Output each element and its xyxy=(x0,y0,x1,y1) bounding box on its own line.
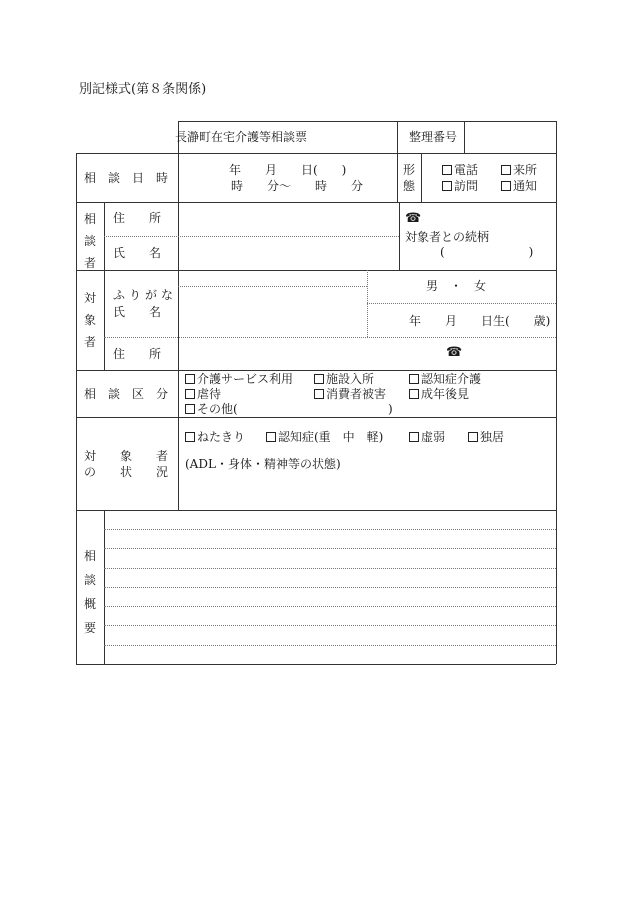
opt-homon-label: 訪問 xyxy=(454,179,479,193)
row-line xyxy=(76,370,556,371)
date-label: 相 談 日 時 xyxy=(84,171,169,185)
row-line xyxy=(76,510,556,511)
checkbox-icon[interactable] xyxy=(185,432,195,442)
cat-seinen-label: 成年後見 xyxy=(421,387,470,401)
cat-kaigo[interactable] xyxy=(185,372,293,386)
checkbox-icon[interactable] xyxy=(185,389,195,399)
cat-ninchi-label: 認知症介護 xyxy=(421,372,482,386)
keitai-label-2: 態 xyxy=(403,179,416,193)
frame-right xyxy=(556,121,557,664)
consulter-dotted xyxy=(104,236,399,237)
relation-paren: ( ) xyxy=(440,245,534,259)
cat-other-close: ) xyxy=(388,402,393,416)
cat-seinen[interactable] xyxy=(409,387,469,401)
row-line xyxy=(76,153,556,154)
keitai-label-1: 形 xyxy=(403,163,416,177)
summary-line xyxy=(104,587,556,588)
summary-line xyxy=(104,625,556,626)
consulter-address-label: 住 所 xyxy=(113,211,162,225)
birth-field: 年 月 日生( 歳) xyxy=(409,314,551,328)
summary-label xyxy=(83,544,97,640)
summary-line xyxy=(104,606,556,607)
st-ninchi[interactable] xyxy=(266,430,383,444)
label-col-line xyxy=(178,153,179,510)
subject-dotted xyxy=(104,337,556,338)
checkbox-icon[interactable] xyxy=(185,374,195,384)
checkbox-icon[interactable] xyxy=(266,432,276,442)
checkbox-icon[interactable] xyxy=(314,389,324,399)
checkbox-icon[interactable] xyxy=(442,165,452,175)
cat-ninchi[interactable] xyxy=(409,372,481,386)
row-line xyxy=(76,417,556,418)
date-divider xyxy=(397,153,398,202)
telephone-icon: ☎ xyxy=(446,345,463,360)
status-label-1: 対 象 者 xyxy=(84,449,169,463)
relation-divider xyxy=(399,202,400,270)
subject-label-char: 対 xyxy=(83,291,96,305)
checkbox-icon[interactable] xyxy=(409,389,419,399)
opt-denwa[interactable] xyxy=(442,163,478,177)
cat-shisetsu[interactable] xyxy=(314,372,374,386)
consulter-label xyxy=(83,208,97,274)
gender-field: 男 ・ 女 xyxy=(426,279,487,293)
adl-label: (ADL・身体・精神等の状態) xyxy=(185,457,341,471)
title-top-border xyxy=(178,121,556,122)
checkbox-icon[interactable] xyxy=(442,181,452,191)
telephone-icon: ☎ xyxy=(405,211,422,226)
checkbox-icon[interactable] xyxy=(409,374,419,384)
date-line2: 時 分～ 時 分 xyxy=(231,179,364,193)
consulter-label-char: 相 xyxy=(83,212,96,226)
st-kyojaku-label: 虚弱 xyxy=(421,430,446,444)
checkbox-icon[interactable] xyxy=(501,165,511,175)
frame-left xyxy=(76,153,77,664)
title-divider xyxy=(397,121,398,153)
subject-address-label: 住 所 xyxy=(113,347,162,361)
checkbox-icon[interactable] xyxy=(409,432,419,442)
cat-shohisha[interactable] xyxy=(314,387,386,401)
cat-gyakutai[interactable] xyxy=(185,387,221,401)
frame-bottom xyxy=(76,664,556,665)
status-label-2: の 状 況 xyxy=(84,465,169,479)
st-netakiri-label: ねたきり xyxy=(197,430,246,444)
checkbox-icon[interactable] xyxy=(468,432,478,442)
st-netakiri[interactable] xyxy=(185,430,245,444)
subject-name-label: 氏 名 xyxy=(113,305,162,319)
opt-homon[interactable] xyxy=(442,179,478,193)
st-ninchi-label: 認知症(重 中 軽) xyxy=(278,430,384,444)
summary-label-char: 概 xyxy=(83,597,96,611)
cat-other[interactable] xyxy=(185,402,238,416)
cat-other-label: その他( xyxy=(197,402,238,416)
consulter-label-char: 者 xyxy=(83,256,96,270)
opt-raisho-label: 来所 xyxy=(513,163,538,177)
category-label: 相 談 区 分 xyxy=(84,387,169,401)
cat-shisetsu-label: 施設入所 xyxy=(326,372,375,386)
opt-tsuchi-label: 通知 xyxy=(513,179,538,193)
gender-dotted xyxy=(367,303,556,304)
summary-label-char: 相 xyxy=(83,549,96,563)
consulter-label-char: 談 xyxy=(83,234,96,248)
subject-label-char: 者 xyxy=(83,335,96,349)
st-dokkyo[interactable] xyxy=(468,430,504,444)
summary-line xyxy=(104,548,556,549)
summary-line xyxy=(104,568,556,569)
st-kyojaku[interactable] xyxy=(409,430,445,444)
date-line1: 年 月 日( ) xyxy=(229,163,347,177)
opt-denwa-label: 電話 xyxy=(454,163,479,177)
checkbox-icon[interactable] xyxy=(185,404,195,414)
form-title: 長瀞町在宅介護等相談票 xyxy=(175,130,308,144)
seiri-label: 整理番号 xyxy=(409,130,458,144)
consulter-name-label: 氏 名 xyxy=(113,246,162,260)
checkbox-icon[interactable] xyxy=(314,374,324,384)
st-dokkyo-label: 独居 xyxy=(480,430,505,444)
opt-raisho[interactable] xyxy=(501,163,537,177)
cat-kaigo-label: 介護サービス利用 xyxy=(197,372,294,386)
row-line xyxy=(76,202,556,203)
row-line xyxy=(76,270,556,271)
cat-shohisha-label: 消費者被害 xyxy=(326,387,387,401)
subject-label-char: 象 xyxy=(83,313,96,327)
opt-tsuchi[interactable] xyxy=(501,179,537,193)
subject-label xyxy=(83,287,97,353)
keitai-divider xyxy=(421,153,422,202)
summary-label-char: 談 xyxy=(83,573,96,587)
furigana-dotted xyxy=(178,286,367,287)
relation-label: 対象者との続柄 xyxy=(405,230,490,244)
checkbox-icon[interactable] xyxy=(501,181,511,191)
form-header: 別記様式(第８条関係) xyxy=(79,82,207,97)
summary-line xyxy=(104,529,556,530)
seiri-divider xyxy=(464,121,465,153)
summary-label-char: 要 xyxy=(83,621,96,635)
cat-gyakutai-label: 虐待 xyxy=(197,387,222,401)
summary-line xyxy=(104,645,556,646)
furigana-label: ふりがな xyxy=(113,288,178,302)
subject-inner-col xyxy=(104,270,105,370)
